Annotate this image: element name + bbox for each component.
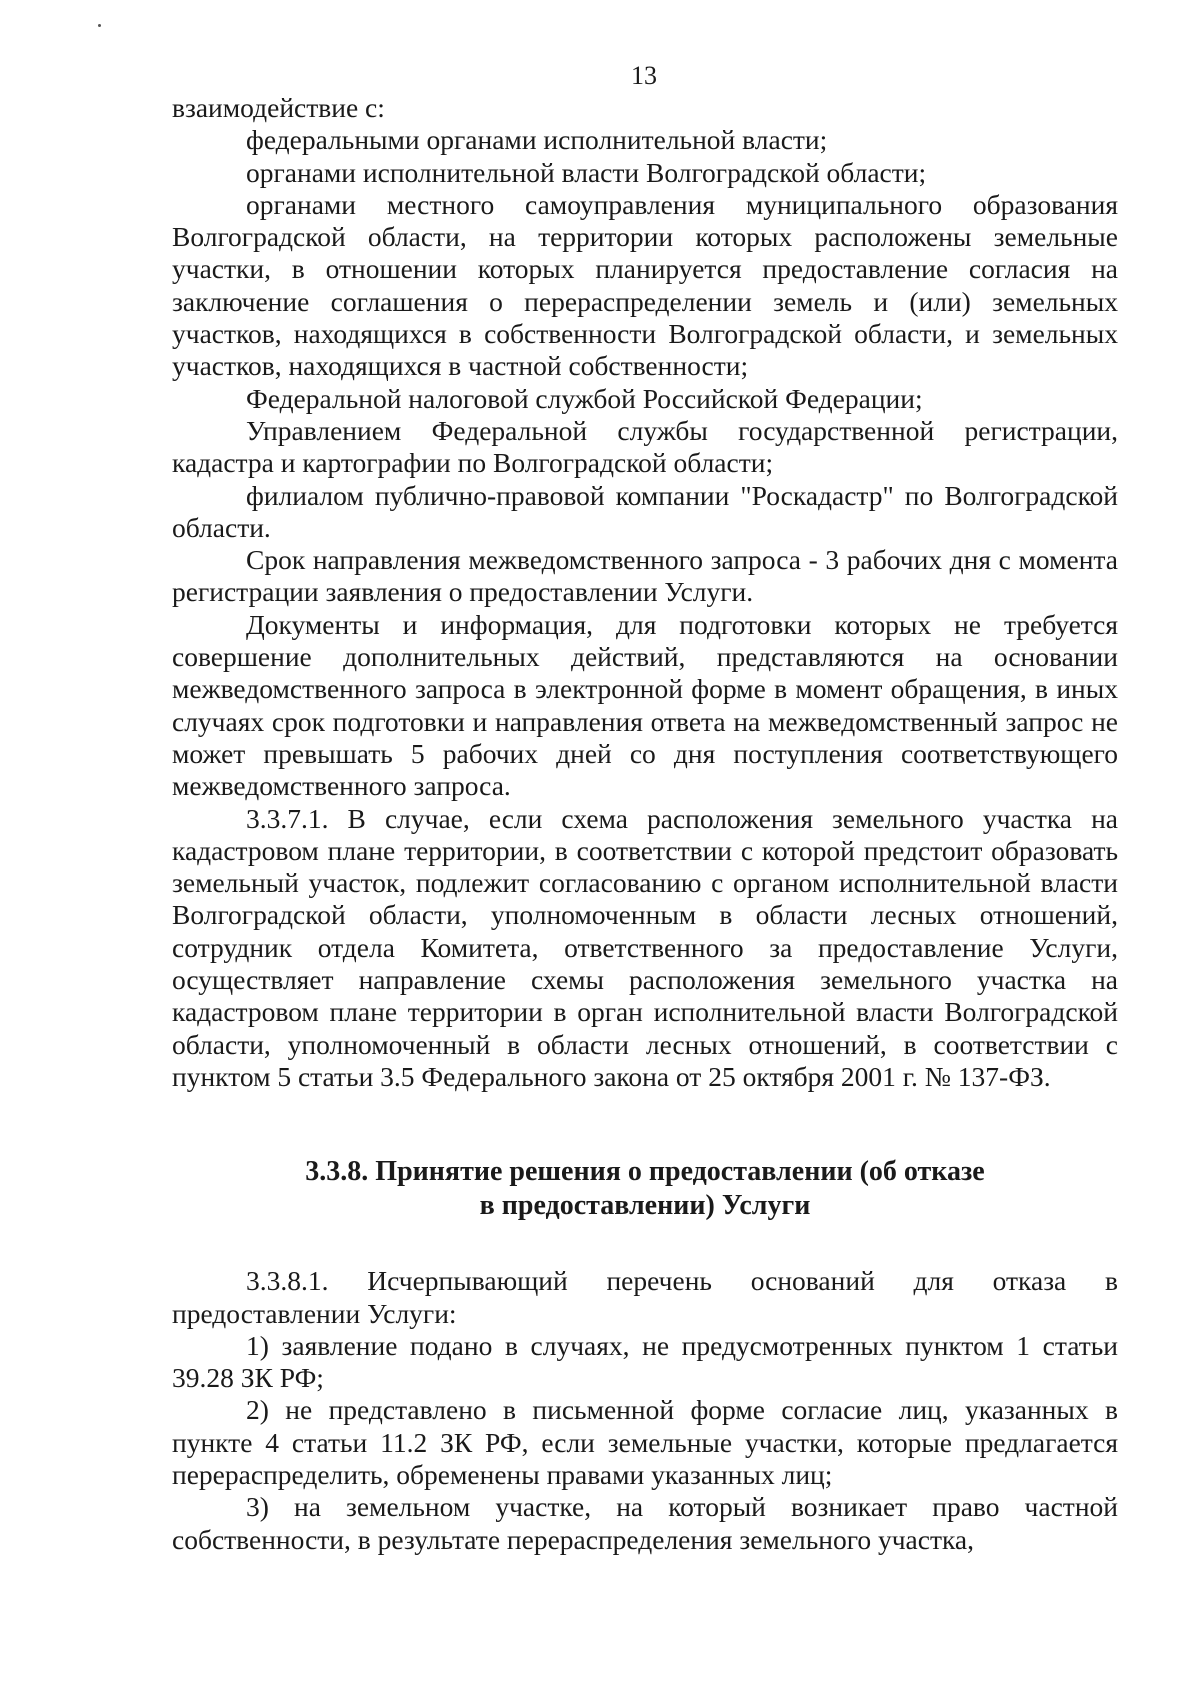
heading-line-2: в предоставлении) Услуги: [479, 1190, 811, 1222]
paragraph-roskadastr-branch: филиалом публично-правовой компании "Роскадастр" по Волгоградской области.: [172, 479, 1118, 543]
list-item-2: 2) не представлено в письменной форме согласие лиц, указанных в пункте 4 статьи 11.2 ЗК РФ, если земельные участки, которые предлагается перераспределить, обременены правами указанных лиц;: [172, 1394, 1118, 1490]
list-item-3: 3) на земельном участке, на который возникает право частной собственности, в результате перераспределения земельного участка,: [172, 1491, 1118, 1555]
paragraph-local-government: органами местного самоуправления муниципального образования Волгоградской области, на территории которых расположены земельные участки, в отношении которых планируется предоставление согласия на заключение соглашения о перераспределении земель и (или) земельных участков, находящихся в собственности Волгоградской области, и земельных участков, находящихся в частной собственности;: [172, 188, 1118, 382]
list-item-1: 1) заявление подано в случаях, не предусмотренных пунктом 1 статьи 39.28 ЗК РФ;: [172, 1329, 1118, 1394]
page-number: 13: [631, 61, 657, 90]
paragraph-3-3-7-1: 3.3.7.1. В случае, если схема расположения земельного участка на кадастровом плане территории, в соответствии с которой предстоит образовать земельный участок, подлежит согласованию с органом исполнительной власти Волгоградской области, уполномоченным в области лесных отношений, сотрудник отдела Комитета, ответственного за предоставление Услуги, осуществляет направление схемы расположения земельного участка на кадастровом плане территории в орган исполнительной власти Волгоградской области, уполномоченный в области лесных отношений, в соответствии с пунктом 5 статьи 3.5 Федерального закона от 25 октября 2001 г. № 137-ФЗ.: [172, 802, 1118, 1092]
heading-line-1: 3.3.8. Принятие решения о предоставлении (об отказе: [305, 1156, 985, 1188]
paragraph-interaction-intro: взаимодействие с:: [172, 92, 385, 123]
paragraph-tax-service: Федеральной налоговой службой Российской Федерации;: [246, 382, 923, 414]
paragraph-regional-bodies: органами исполнительной власти Волгоградской области;: [246, 156, 927, 188]
document-body: [172, 92, 1118, 1556]
paragraph-documents-info: Документы и информация, для подготовки которых не требуется совершение дополнительных действий, представляются на основании межведомственного запроса в электронной форме в момент обращения, в иных случаях срок подготовки и направления ответа на межведомственный запрос не может превышать 5 рабочих дней со дня поступления соответствующего межведомственного запроса.: [172, 608, 1118, 802]
paragraph-federal-bodies: федеральными органами исполнительной власти;: [246, 124, 828, 156]
section-heading-3-3-8: [172, 1155, 1118, 1223]
paragraph-registration-service: Управлением Федеральной службы государственной регистрации, кадастра и картографии по Волгоградской области;: [172, 414, 1118, 479]
paragraph-request-deadline: Срок направления межведомственного запроса - 3 рабочих дня с момента регистрации заявления о предоставлении Услуги.: [172, 544, 1118, 608]
scan-artifact-dot: [98, 24, 101, 27]
paragraph-3-3-8-1: 3.3.8.1. Исчерпывающий перечень оснований для отказа в предоставлении Услуги:: [172, 1265, 1118, 1329]
